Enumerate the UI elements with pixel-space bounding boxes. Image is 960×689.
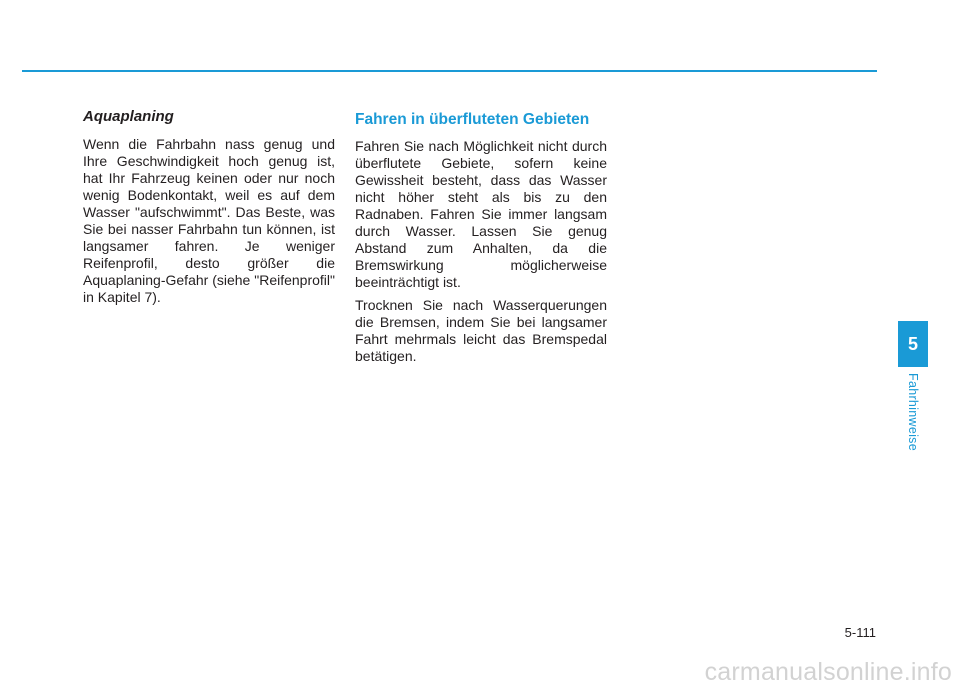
chapter-title: Fahrhinweise [906, 373, 920, 451]
aquaplaning-heading: Aquaplaning [83, 108, 174, 125]
header-rule [22, 70, 877, 72]
right-column [355, 108, 607, 371]
flooded-areas-heading: Fahren in überfluteten Gebieten [355, 111, 590, 128]
aquaplaning-paragraph: Wenn die Fahrbahn nass genug und Ihre Geschwindigkeit hoch genug ist, hat Ihr Fahrzeug keinen oder nur noch wenig Bodenkontakt, weil es auf dem Wasser "aufschwimmt". Das Beste, was Sie bei nasser Fahrbahn tun können, ist langsamer fahren. Je weniger Reifenprofil, desto größer die Aquaplaning-Gefahr (siehe "Reifenprofil" in Kapitel 7). [83, 136, 335, 305]
flooded-areas-paragraph-1: Fahren Sie nach Möglichkeit nicht durch überflutete Gebiete, sofern keine Gewissheit besteht, dass das Wasser nicht höher steht als bis zu den Radnaben. Fahren Sie immer langsam durch Wasser. Lassen Sie genug Abstand zum Anhalten, da die Bremswirkung möglicherweise beeinträchtigt ist. [355, 138, 607, 290]
watermark-link[interactable]: carmanualsonline.info [704, 658, 952, 686]
chapter-number-tab: 5 [898, 321, 928, 367]
left-column [83, 108, 335, 312]
flooded-areas-paragraph-2: Trocknen Sie nach Wasserquerungen die Bremsen, indem Sie bei langsamer Fahrt mehrmals leicht das Bremspedal betätigen. [355, 297, 607, 364]
page-number: 5-111 [844, 625, 876, 640]
